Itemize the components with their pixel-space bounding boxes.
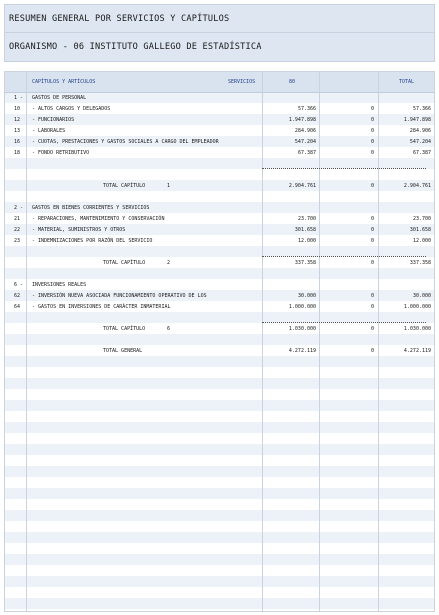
row-description: - FUNCIONARIOS [32,117,75,123]
value-80: 0 [370,128,374,134]
value-services: 57.366 [297,106,316,112]
row-band [5,532,434,543]
col-header-chapters: CAPÍTULOS Y ARTÍCULOS [32,79,96,85]
table-row [5,202,434,213]
row-code: 21 [14,216,21,222]
value-services: 547.204 [294,139,316,145]
table-row [5,224,434,235]
total-chapter-number: 2 [167,260,171,266]
table-header [5,72,434,93]
row-code: 23 [14,238,21,244]
table-row [5,345,434,356]
total-label: TOTAL GENERAL [103,348,143,354]
table-row [5,191,434,202]
report-title: RESUMEN GENERAL POR SERVICIOS Y CAPÍTULOS [9,14,230,24]
value-services: 1.030.000 [288,326,316,332]
value-services: 67.387 [297,150,316,156]
table-row [5,136,434,147]
value-services: 23.700 [297,216,316,222]
value-total: 547.204 [409,139,431,145]
value-services: 2.904.761 [288,183,316,189]
table-row [5,334,434,345]
row-band [5,554,434,565]
value-total: 67.387 [412,150,431,156]
col-header-80: 80 [289,79,296,85]
row-description: - INVERSIÓN NUEVA ASOCIADA FUNCIONAMIENTO OPERATIVO DE LOS [32,293,207,299]
value-total: 1.000.000 [403,304,431,310]
row-code: 10 [14,106,21,112]
table-row [5,180,434,191]
value-80: 0 [370,139,374,145]
organism-title: ORGANISMO - 06 INSTITUTO GALLEGO DE ESTADÍSTICA [9,42,262,52]
value-80: 0 [370,216,374,222]
row-band [5,598,434,609]
row-code: 12 [14,117,21,123]
row-description: GASTOS EN BIENES CORRIENTES Y SERVICIOS [32,205,150,211]
value-services: 1.947.898 [288,117,316,123]
table-row [5,147,434,158]
value-80: 0 [370,326,374,332]
total-label: TOTAL CAPÍTULO [103,326,146,332]
value-total: 301.658 [409,227,431,233]
table-row [5,92,434,103]
value-services: 284.906 [294,128,316,134]
row-code: 62 [14,293,21,299]
row-band [5,510,434,521]
row-band [5,400,434,411]
table-row [5,158,434,169]
table-row [5,301,434,312]
budget-table [4,71,435,612]
value-80: 0 [370,106,374,112]
row-band [5,422,434,433]
organism-bar [4,33,435,62]
value-80: 0 [370,227,374,233]
row-band [5,576,434,587]
value-80: 0 [370,260,374,266]
row-description: - INDEMNIZACIONES POR RAZÓN DEL SERVICIO [32,238,153,244]
row-code: 22 [14,227,21,233]
row-band [5,444,434,455]
value-total: 23.700 [412,216,431,222]
row-description: - REPARACIONES, MANTENIMIENTO Y CONSERVACIÓN [32,216,165,222]
value-80: 0 [370,348,374,354]
row-description: - CUOTAS, PRESTACIONES Y GASTOS SOCIALES A CARGO DEL EMPLEADOR [32,139,219,145]
value-total: 57.366 [412,106,431,112]
row-description: - GASTOS EN INVERSIONES DE CARÁCTER INMATERIAL [32,304,171,310]
row-code: 64 [14,304,21,310]
row-description: - ALTOS CARGOS Y DELEGADOS [32,106,111,112]
value-total: 4.272.119 [403,348,431,354]
row-description: GASTOS DE PERSONAL [32,95,87,101]
value-services: 301.658 [294,227,316,233]
report-title-bar [4,4,435,33]
col-header-total: TOTAL [399,79,415,85]
value-services: 337.358 [294,260,316,266]
table-row [5,114,434,125]
table-row [5,312,434,323]
value-total: 12.000 [412,238,431,244]
total-chapter-number: 6 [167,326,171,332]
row-description: - FONDO RETRIBUTIVO [32,150,90,156]
row-description: INVERSIONES REALES [32,282,87,288]
value-services: 4.272.119 [288,348,316,354]
value-services: 12.000 [297,238,316,244]
value-total: 284.906 [409,128,431,134]
table-row [5,257,434,268]
table-row [5,290,434,301]
value-total: 1.030.000 [403,326,431,332]
row-band [5,488,434,499]
table-row [5,279,434,290]
value-80: 0 [370,117,374,123]
row-band [5,378,434,389]
value-services: 1.000.000 [288,304,316,310]
table-row [5,169,434,180]
row-band [5,466,434,477]
total-label: TOTAL CAPÍTULO [103,183,146,189]
row-code: 6 - [14,282,24,288]
row-code: 18 [14,150,21,156]
row-code: 16 [14,139,21,145]
table-row [5,268,434,279]
value-total: 30.000 [412,293,431,299]
value-80: 0 [370,183,374,189]
table-row [5,125,434,136]
row-code: 13 [14,128,21,134]
table-row [5,103,434,114]
table-row [5,213,434,224]
value-80: 0 [370,293,374,299]
total-chapter-number: 1 [167,183,171,189]
value-80: 0 [370,304,374,310]
row-description: - LABORALES [32,128,66,134]
value-services: 30.000 [297,293,316,299]
row-band [5,356,434,367]
value-total: 1.947.898 [403,117,431,123]
value-80: 0 [370,150,374,156]
value-80: 0 [370,238,374,244]
row-code: 1 - [14,95,24,101]
table-row [5,323,434,334]
value-total: 337.358 [409,260,431,266]
row-description: - MATERIAL, SUMINISTROS Y OTROS [32,227,126,233]
total-label: TOTAL CAPÍTULO [103,260,146,266]
col-header-services: SERVICIOS [228,79,256,85]
table-row [5,235,434,246]
row-code: 2 - [14,205,24,211]
table-row [5,246,434,257]
value-total: 2.904.761 [403,183,431,189]
